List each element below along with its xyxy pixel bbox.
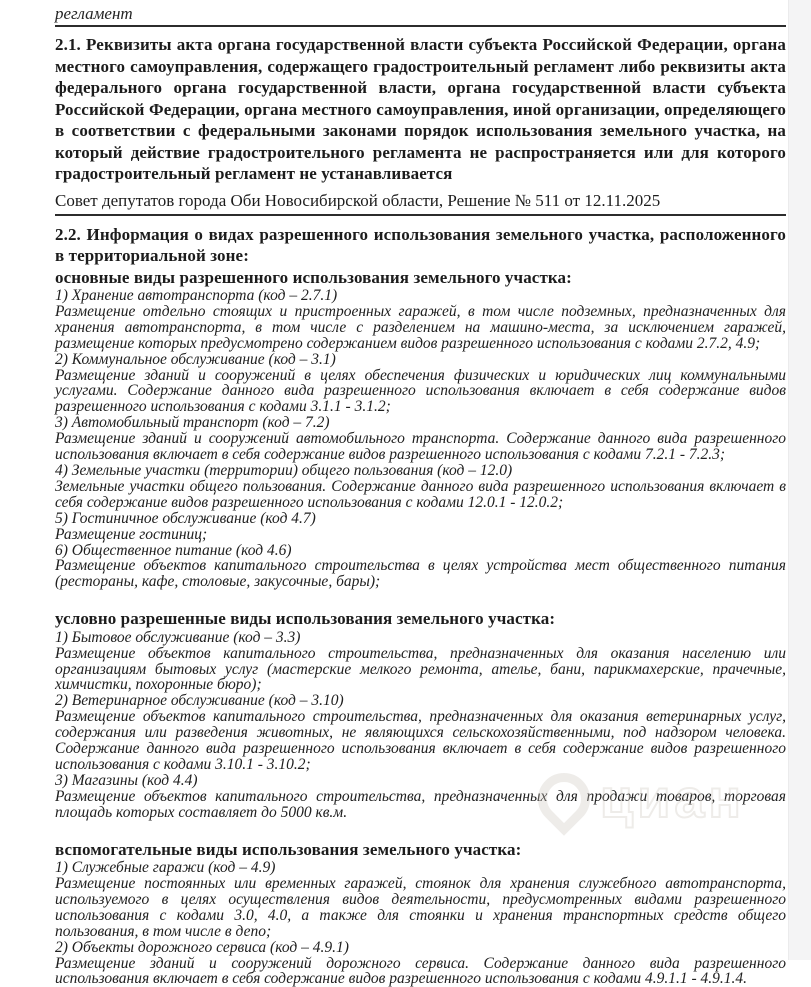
page-edge [788, 0, 811, 960]
document-page [55, 0, 786, 987]
group-title-primary-uses: основные виды разрешенного использования земельного участка: [55, 267, 572, 287]
group-title-auxiliary-uses: вспомогательные виды использования земельного участка: [55, 839, 522, 859]
use-item-name: 5) Гостиничное обслуживание (код 4.7) [55, 509, 316, 527]
use-item-description: Размещение объектов капитального строительства, предназначенных для оказания населению или организациям бытовых услуг (мастерские мелкого ремонта, ателье, бани, парикмахерские, прачечные, химчистки, похоронные бюро); [55, 644, 786, 694]
use-item-name: 6) Общественное питание (код 4.6) [55, 541, 292, 559]
use-item-description: Размещение объектов капитального строительства, предназначенных для оказания ветеринарных услуг, содержания или разведения животных, не являющихся сельскохозяйственными, под надзором человека. Содержание данного вида разрешенного использования включает в себя содержание видов разрешенного использования с кодами 3.10.1 - 3.10.2; [55, 708, 786, 773]
use-item-description: Размещение постоянных или временных гаражей, стоянок для хранения служебного автотранспорта, используемого в целях осуществления видов деятельности, предусмотренных видами разрешенного использования с кодами 3.0, 4.0, а также для стоянки и хранения транспортных средств общего пользования, в том числе в депо; [55, 875, 786, 940]
act-reference: Совет депутатов города Оби Новосибирской области, Решение № 511 от 12.11.2025 [55, 190, 661, 210]
group-title-conditional-uses: условно разрешенные виды использования земельного участка: [55, 609, 556, 629]
use-item-description: Размещение объектов капитального строительства, предназначенных для продажи товаров, торговая площадь которых составляет до 5000 кв.м. [55, 787, 786, 821]
use-item-description: Размещение объектов капитального строительства в целях устройства мест общественного питания (рестораны, кафе, столовые, закусочные, бары); [55, 557, 786, 591]
use-item-name: 2) Объекты дорожного сервиса (код – 4.9.1) [55, 938, 349, 956]
top-divider [55, 25, 786, 27]
use-item-description: Размещение зданий и сооружений дорожного сервиса. Содержание данного вида разрешенного использования включает в себя содержание видов разрешенного использования с кодами 4.9.1.1 - 4.9.1.4. [55, 954, 786, 987]
use-item-description: Размещение зданий и сооружений в целях обеспечения физических и юридических лиц коммунальными услугами. Содержание данного вида разрешенного использования включает в себя содержание видов разрешенного использования с кодами 3.1.1 - 3.1.2; [55, 366, 786, 416]
use-item-description: Размещение зданий и сооружений автомобильного транспорта. Содержание данного вида разрешенного использования включает в себя содержание видов разрешенного использования с кодами 7.2.1 - 7.2.3; [55, 430, 786, 464]
use-item-name: 1) Хранение автотранспорта (код – 2.7.1) [55, 287, 338, 304]
watermark-text: циан [600, 769, 746, 829]
use-item-name: 2) Ветеринарное обслуживание (код – 3.10) [55, 692, 344, 710]
use-item-name: 3) Автомобильный транспорт (код – 7.2) [55, 414, 330, 432]
use-item-description: Размещение гостиниц; [55, 525, 208, 543]
use-item-name: 2) Коммунальное обслуживание (код – 3.1) [55, 350, 336, 368]
use-item-description: Размещение отдельно стоящих и пристроенных гаражей, в том числе подземных, предназначенных для хранения автотранспорта, в том числе с разделением на машино-места, за исключением гаражей, размещение которых предусмотрено содержанием видов разрешенного использования с кодами 2.7.2, 4.9; [55, 302, 786, 352]
use-item-name: 3) Магазины (код 4.4) [55, 771, 198, 789]
running-header: регламент [55, 4, 133, 23]
section-2-2-heading: 2.2. Информация о видах разрешенного использования земельного участка, расположенного в территориальной зоне: [55, 224, 786, 265]
section-2-1-heading: 2.1. Реквизиты акта органа государственной власти субъекта Российской Федерации, органа местного самоуправления, содержащего градостроительный регламент либо реквизиты акта федерального органа государственной власти, органа государственной власти субъекта Российской Федерации, органа местного самоуправления, иной организации, определяющего в соответствии с федеральными законами порядок использования земельного участка, на который действие градостроительного регламента не распространяется или для которого градостроительный регламент не устанавливается [55, 35, 786, 183]
use-item-description: Земельные участки общего пользования. Содержание данного вида разрешенного использования включает в себя содержание видов разрешенного использования с кодами 12.0.1 - 12.0.2; [55, 477, 786, 511]
act-reference-divider [55, 214, 786, 216]
use-item-name: 1) Служебные гаражи (код – 4.9) [55, 859, 276, 877]
use-item-name: 1) Бытовое обслуживание (код – 3.3) [55, 628, 301, 646]
use-item-name: 4) Земельные участки (территории) общего пользования (код – 12.0) [55, 461, 513, 479]
